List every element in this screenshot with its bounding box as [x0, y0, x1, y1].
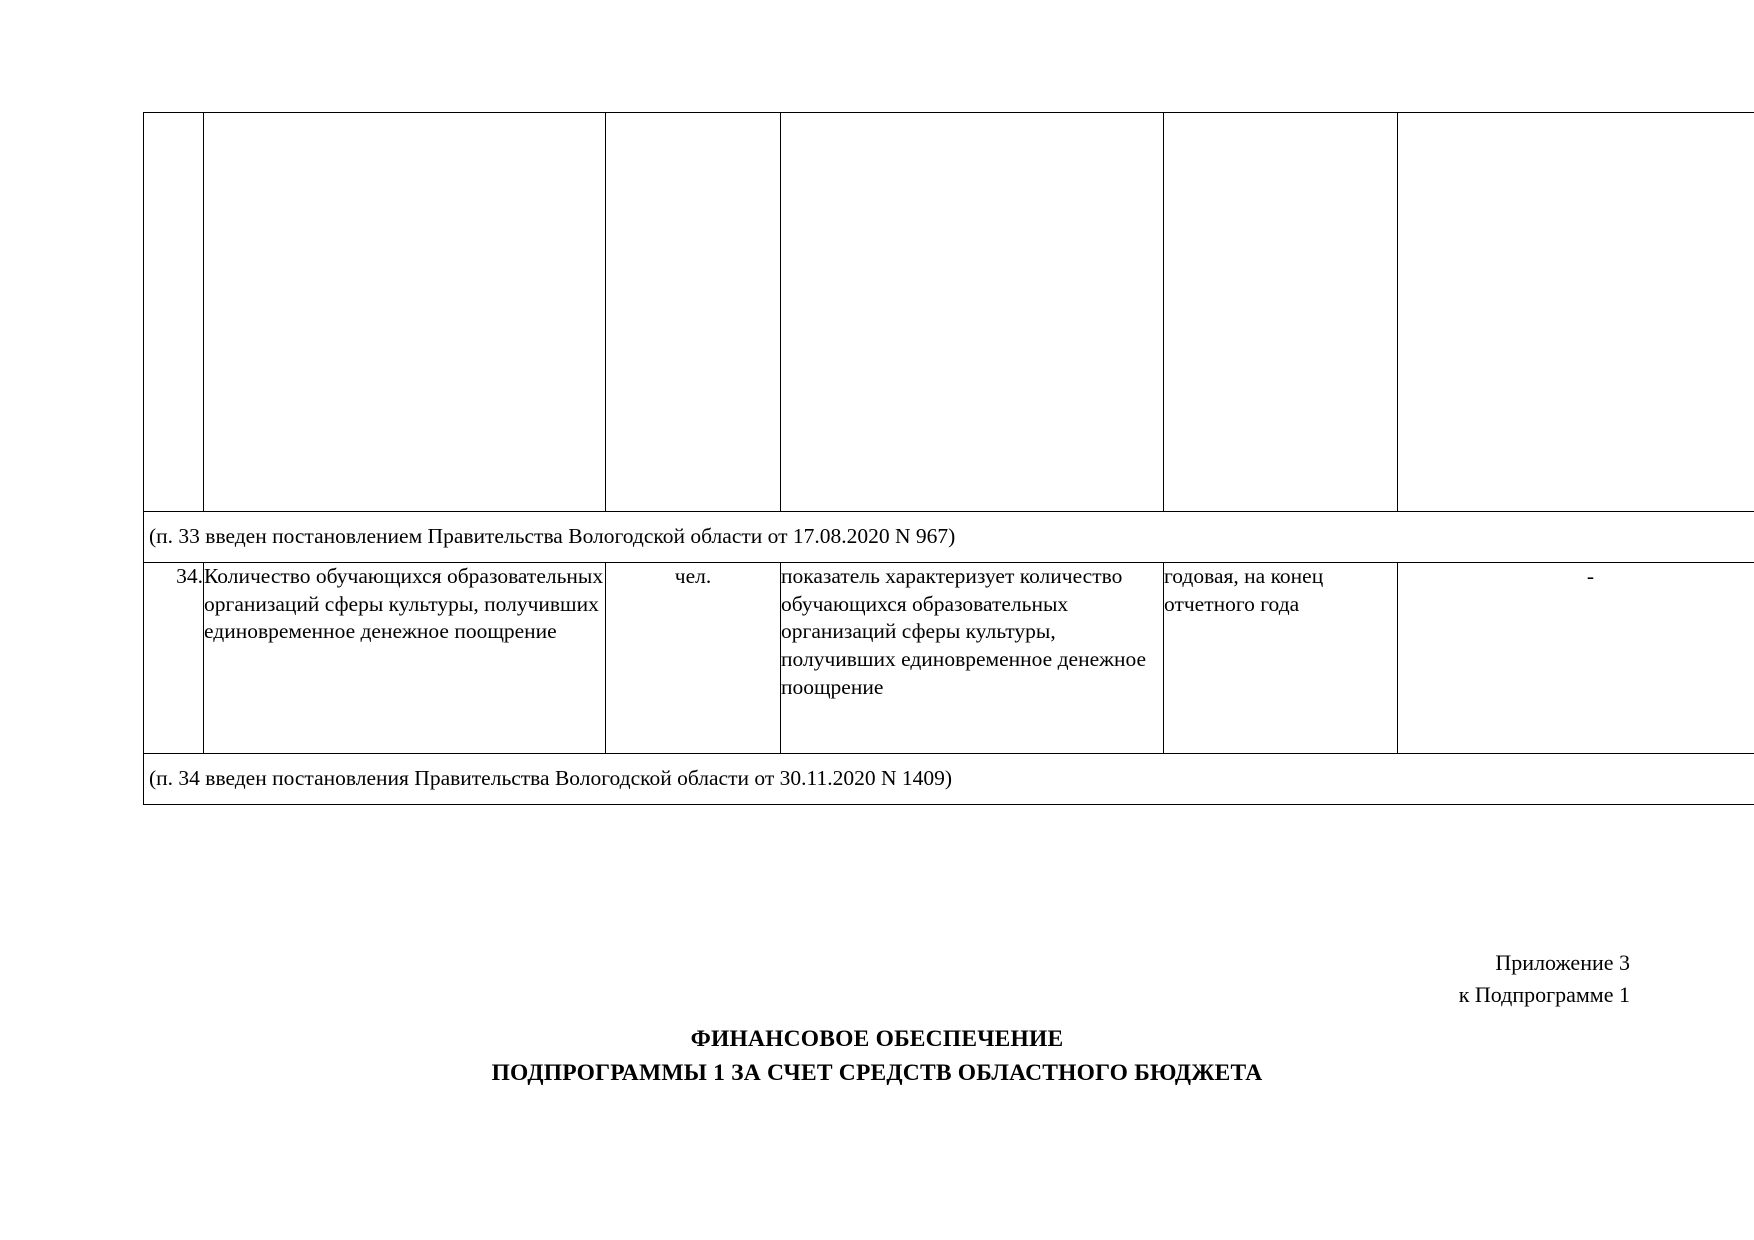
page-title [0, 1022, 1754, 1090]
cell-row34-number: 34. [144, 563, 204, 754]
cell-unit-empty [606, 113, 781, 512]
appendix-reference [1459, 947, 1630, 1011]
cell-row34-value: - [1398, 563, 1754, 754]
table-row-note-34 [144, 754, 1754, 805]
page-title-line-2: ПОДПРОГРАММЫ 1 ЗА СЧЕТ СРЕДСТВ ОБЛАСТНОГО БЮДЖЕТА [491, 1060, 1263, 1087]
cell-value-empty [1398, 113, 1754, 512]
cell-row34-name: Количество обучающихся образовательных организаций сферы культуры, получивших единовременное денежное поощрение [204, 563, 606, 754]
cell-name-empty [204, 113, 606, 512]
appendix-line-2: к Подпрограмме 1 [1458, 981, 1630, 1007]
note-34-text: (п. 34 введен постановления Правительства Вологодской области от 30.11.2020 N 1409) [144, 754, 1754, 805]
cell-row34-description: показатель характеризует количество обучающихся образовательных организаций сферы культуры, получивших единовременное денежное поощрение [781, 563, 1164, 754]
table-row-34 [144, 563, 1754, 754]
cell-number-empty [144, 113, 204, 512]
indicators-table [143, 112, 1754, 805]
table-row-note-33 [144, 512, 1754, 563]
cell-row34-periodicity: годовая, на конец отчетного года [1164, 563, 1398, 754]
appendix-line-1: Приложение 3 [1495, 950, 1630, 975]
cell-row34-unit: чел. [606, 563, 781, 754]
page-title-line-1: ФИНАНСОВОЕ ОБЕСПЕЧЕНИЕ [690, 1026, 1064, 1052]
table-row-empty-continuation [144, 113, 1754, 512]
cell-description-empty [781, 113, 1164, 512]
cell-periodicity-empty [1164, 113, 1398, 512]
note-33-text: (п. 33 введен постановлением Правительства Вологодской области от 17.08.2020 N 967) [144, 512, 1754, 563]
